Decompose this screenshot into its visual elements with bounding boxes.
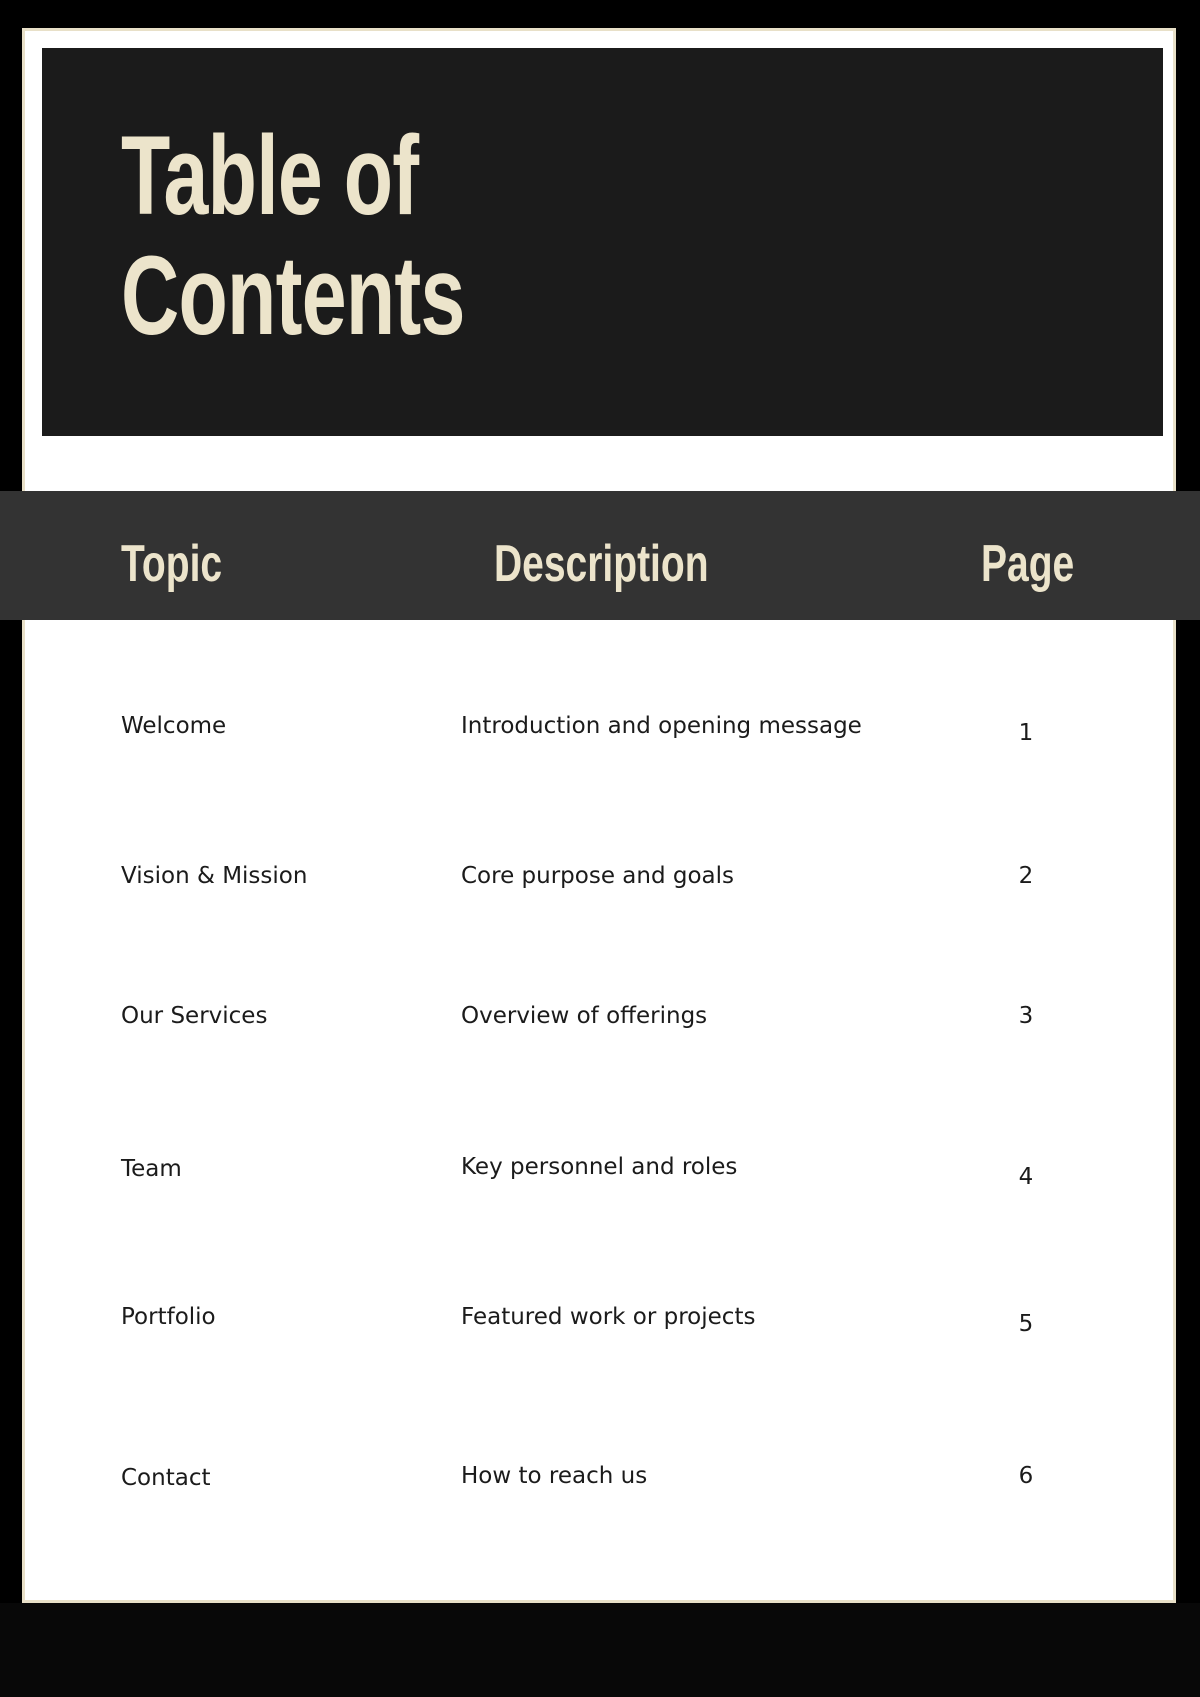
row-topic: Contact [121,1465,211,1491]
title-box [42,48,1163,436]
row-page: 4 [1018,1164,1034,1190]
column-header-description: Description [494,535,709,593]
column-header-topic: Topic [121,535,223,593]
table-row [0,711,1200,751]
table-row [0,1461,1200,1501]
page-title [121,113,465,358]
row-page: 6 [1018,1463,1034,1489]
table-row [0,1152,1200,1192]
title-line-2: Contents [121,233,465,358]
row-description: Introduction and opening message [461,713,862,739]
table-row [0,861,1200,901]
bottom-bar [0,1603,1200,1697]
row-topic: Vision & Mission [121,863,308,889]
row-page: 2 [1018,863,1034,889]
table-row [0,1302,1200,1342]
row-topic: Portfolio [121,1304,216,1330]
row-description: Core purpose and goals [461,863,735,889]
row-description: Featured work or projects [461,1304,756,1330]
row-description: Key personnel and roles [461,1154,738,1180]
row-topic: Welcome [121,713,227,739]
row-page: 5 [1018,1311,1034,1337]
title-line-1: Table of [121,113,419,238]
column-header-page: Page [981,535,1075,593]
row-page: 3 [1018,1003,1034,1029]
row-topic: Team [121,1156,182,1182]
table-row [0,1001,1200,1041]
row-page: 1 [1018,720,1034,746]
row-description: How to reach us [461,1463,648,1489]
row-description: Overview of offerings [461,1003,708,1029]
row-topic: Our Services [121,1003,268,1029]
